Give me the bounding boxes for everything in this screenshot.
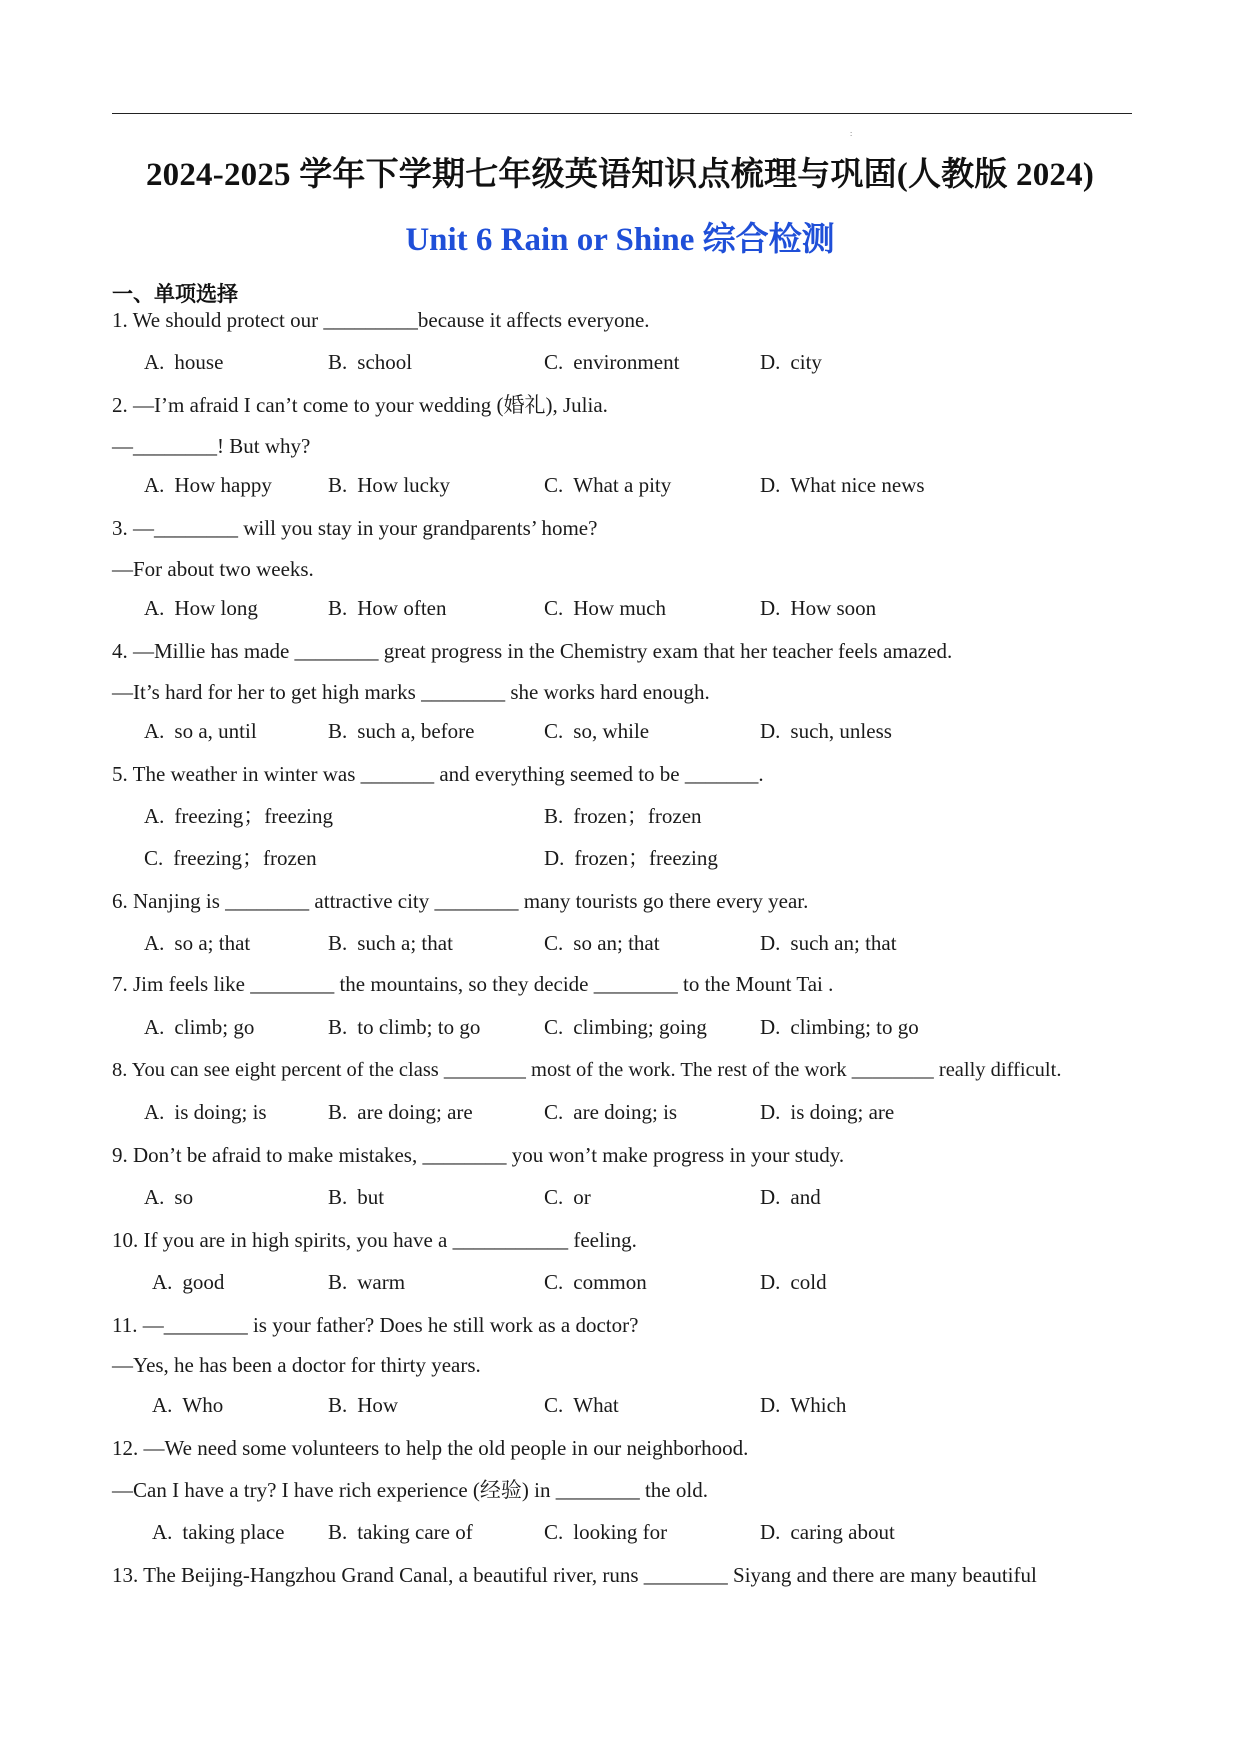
question-7-option-c[interactable]	[544, 1013, 707, 1041]
option-letter: B.	[328, 596, 348, 620]
option-letter: C.	[544, 1520, 564, 1544]
option-text: climbing; to go	[790, 1015, 919, 1039]
option-text: What nice news	[790, 473, 925, 497]
option-text: so a; that	[174, 931, 251, 955]
option-letter: D.	[760, 719, 781, 743]
question-11-option-d[interactable]	[760, 1391, 846, 1419]
option-text: How often	[357, 596, 447, 620]
option-letter: D.	[760, 1185, 781, 1209]
question-6-option-a[interactable]	[144, 929, 250, 957]
option-letter: A.	[144, 1015, 165, 1039]
option-letter: A.	[144, 1100, 165, 1124]
option-letter: D.	[760, 1015, 781, 1039]
option-text: freezing；freezing	[174, 804, 333, 828]
option-text: but	[357, 1185, 385, 1209]
option-text: city	[790, 350, 822, 374]
question-4-option-c[interactable]	[544, 717, 649, 745]
question-10-option-c[interactable]	[544, 1268, 647, 1296]
question-6-stem: 6. Nanjing is ________ attractive city ________ many tourists go there every year.	[112, 889, 809, 913]
header-mark: :	[850, 129, 853, 138]
option-text: caring about	[790, 1520, 895, 1544]
option-letter: C.	[144, 846, 164, 870]
option-text: frozen；freezing	[574, 846, 718, 870]
question-9-option-b[interactable]	[328, 1183, 384, 1211]
option-letter: B.	[328, 931, 348, 955]
question-12-stem: 12. —We need some volunteers to help the old people in our neighborhood.	[112, 1436, 749, 1460]
question-6-option-d[interactable]	[760, 929, 897, 957]
option-letter: D.	[760, 931, 781, 955]
option-text: so, while	[573, 719, 650, 743]
option-letter: D.	[760, 1270, 781, 1294]
question-8-option-d[interactable]	[760, 1098, 894, 1126]
question-2-response: —________! But why?	[112, 434, 311, 458]
question-2-option-a[interactable]	[144, 471, 272, 499]
option-text: house	[174, 350, 224, 374]
question-7-option-b[interactable]	[328, 1013, 480, 1041]
option-letter: B.	[328, 1015, 348, 1039]
option-letter: C.	[544, 1015, 564, 1039]
question-1-stem: 1. We should protect our _________because it affects everyone.	[112, 308, 650, 332]
option-text: common	[573, 1270, 647, 1294]
option-letter: A.	[144, 1185, 165, 1209]
option-letter: D.	[760, 473, 781, 497]
question-5-stem: 5. The weather in winter was _______ and everything seemed to be _______.	[112, 762, 764, 786]
option-letter: A.	[152, 1520, 173, 1544]
option-text: taking care of	[357, 1520, 473, 1544]
question-3-response: —For about two weeks.	[112, 557, 314, 581]
option-letter: C.	[544, 1393, 564, 1417]
option-text: such an; that	[790, 931, 897, 955]
page-title: 2024-2025 学年下学期七年级英语知识点梳理与巩固(人教版 2024)	[145, 157, 1095, 193]
option-letter: B.	[544, 804, 564, 828]
question-12-option-c[interactable]	[544, 1518, 667, 1546]
question-11-option-a[interactable]	[152, 1391, 223, 1419]
question-6-option-b[interactable]	[328, 929, 453, 957]
option-text: Which	[790, 1393, 847, 1417]
option-letter: C.	[544, 1270, 564, 1294]
option-letter: D.	[544, 846, 565, 870]
question-1-option-b[interactable]	[328, 348, 412, 376]
option-letter: C.	[544, 596, 564, 620]
question-2-option-d[interactable]	[760, 471, 925, 499]
option-text: so	[174, 1185, 194, 1209]
option-text: are doing; are	[357, 1100, 473, 1124]
question-2-option-c[interactable]	[544, 471, 671, 499]
question-1-option-a[interactable]	[144, 348, 223, 376]
question-4-option-d[interactable]	[760, 717, 892, 745]
question-11-response: —Yes, he has been a doctor for thirty years.	[112, 1353, 481, 1377]
question-12-option-d[interactable]	[760, 1518, 895, 1546]
option-letter: B.	[328, 719, 348, 743]
option-text: so a, until	[174, 719, 257, 743]
option-text: such a; that	[357, 931, 453, 955]
option-text: or	[573, 1185, 591, 1209]
question-9-option-d[interactable]	[760, 1183, 821, 1211]
question-3-option-b[interactable]	[328, 594, 447, 622]
option-letter: D.	[760, 350, 781, 374]
question-3-stem: 3. —________ will you stay in your grandparents’ home?	[112, 516, 598, 540]
question-1-option-d[interactable]	[760, 348, 822, 376]
question-8-stem: 8. You can see eight percent of the class ________ most of the work. The rest of the work ________ really difficult.	[112, 1059, 1062, 1081]
option-letter: C.	[544, 1100, 564, 1124]
question-8-option-a[interactable]	[144, 1098, 267, 1126]
question-7-option-d[interactable]	[760, 1013, 919, 1041]
question-4-response: —It’s hard for her to get high marks ________ she works hard enough.	[112, 680, 710, 704]
option-letter: A.	[152, 1270, 173, 1294]
option-letter: A.	[144, 719, 165, 743]
option-letter: A.	[144, 804, 165, 828]
question-9-option-c[interactable]	[544, 1183, 591, 1211]
option-letter: A.	[152, 1393, 173, 1417]
option-text: What a pity	[573, 473, 672, 497]
question-4-stem: 4. —Millie has made ________ great progress in the Chemistry exam that her teacher feels amazed.	[112, 639, 953, 663]
option-text: to climb; to go	[357, 1015, 481, 1039]
question-13-stem: 13. The Beijing-Hangzhou Grand Canal, a beautiful river, runs ________ Siyang and there are many beautiful	[112, 1563, 1037, 1587]
option-text: so an; that	[573, 931, 660, 955]
question-3-option-d[interactable]	[760, 594, 876, 622]
option-text: is doing; are	[790, 1100, 895, 1124]
option-letter: B.	[328, 1185, 348, 1209]
question-9-stem: 9. Don’t be afraid to make mistakes, ________ you won’t make progress in your study.	[112, 1143, 845, 1167]
option-letter: B.	[328, 350, 348, 374]
option-text: warm	[357, 1270, 406, 1294]
question-8-option-c[interactable]	[544, 1098, 677, 1126]
option-letter: A.	[144, 931, 165, 955]
question-5-option-a[interactable]	[144, 802, 333, 830]
question-3-option-a[interactable]	[144, 594, 258, 622]
question-7-option-a[interactable]	[144, 1013, 254, 1041]
option-text: are doing; is	[573, 1100, 678, 1124]
option-text: cold	[790, 1270, 827, 1294]
question-10-option-b[interactable]	[328, 1268, 405, 1296]
question-12-option-b[interactable]	[328, 1518, 473, 1546]
option-letter: A.	[144, 350, 165, 374]
question-11-stem: 11. —________ is your father? Does he still work as a doctor?	[112, 1313, 639, 1337]
option-text: and	[790, 1185, 821, 1209]
option-text: What	[573, 1393, 619, 1417]
question-10-stem: 10. If you are in high spirits, you have a ___________ feeling.	[112, 1228, 637, 1252]
option-text: frozen；frozen	[573, 804, 702, 828]
option-letter: C.	[544, 931, 564, 955]
option-letter: D.	[760, 1520, 781, 1544]
question-6-option-c[interactable]	[544, 929, 660, 957]
question-10-option-d[interactable]	[760, 1268, 827, 1296]
option-text: How lucky	[357, 473, 451, 497]
option-letter: D.	[760, 1393, 781, 1417]
option-letter: B.	[328, 1270, 348, 1294]
option-text: taking place	[182, 1520, 285, 1544]
option-text: environment	[573, 350, 680, 374]
option-text: climbing; going	[573, 1015, 707, 1039]
option-text: How much	[573, 596, 667, 620]
unit-subtitle: Unit 6 Rain or Shine 综合检测	[405, 222, 835, 258]
option-text: is doing; is	[174, 1100, 267, 1124]
option-text: climb; go	[174, 1015, 255, 1039]
option-text: freezing；frozen	[173, 846, 317, 870]
option-letter: D.	[760, 1100, 781, 1124]
question-5-option-b[interactable]	[544, 802, 702, 830]
section-heading: 一、单项选择	[112, 281, 238, 306]
question-2-stem: 2. —I’m afraid I can’t come to your wedding (婚礼), Julia.	[112, 393, 608, 417]
option-letter: C.	[544, 350, 564, 374]
option-text: How happy	[174, 473, 272, 497]
question-11-option-b[interactable]	[328, 1391, 398, 1419]
option-text: How	[357, 1393, 399, 1417]
option-text: How soon	[790, 596, 877, 620]
option-letter: B.	[328, 1393, 348, 1417]
question-5-option-c[interactable]	[144, 844, 317, 872]
question-12-response: —Can I have a try? I have rich experience (经验) in ________ the old.	[112, 1478, 708, 1502]
question-4-option-a[interactable]	[144, 717, 257, 745]
question-11-option-c[interactable]	[544, 1391, 619, 1419]
option-letter: C.	[544, 473, 564, 497]
option-text: such, unless	[790, 719, 892, 743]
question-12-option-a[interactable]	[152, 1518, 284, 1546]
option-text: good	[182, 1270, 225, 1294]
header-rule	[112, 113, 1132, 114]
question-1-option-c[interactable]	[544, 348, 679, 376]
question-7-stem: 7. Jim feels like ________ the mountains, so they decide ________ to the Mount Tai .	[112, 972, 834, 996]
option-text: such a, before	[357, 719, 475, 743]
option-letter: C.	[544, 1185, 564, 1209]
question-8-option-b[interactable]	[328, 1098, 473, 1126]
option-text: school	[357, 350, 413, 374]
option-letter: A.	[144, 596, 165, 620]
question-5-option-d[interactable]	[544, 844, 718, 872]
option-letter: B.	[328, 1520, 348, 1544]
option-letter: A.	[144, 473, 165, 497]
option-text: How long	[174, 596, 258, 620]
question-4-option-b[interactable]	[328, 717, 474, 745]
option-letter: D.	[760, 596, 781, 620]
option-text: Who	[182, 1393, 224, 1417]
option-letter: B.	[328, 1100, 348, 1124]
option-text: looking for	[573, 1520, 668, 1544]
option-letter: B.	[328, 473, 348, 497]
question-10-option-a[interactable]	[152, 1268, 224, 1296]
question-3-option-c[interactable]	[544, 594, 666, 622]
option-letter: C.	[544, 719, 564, 743]
question-9-option-a[interactable]	[144, 1183, 193, 1211]
question-2-option-b[interactable]	[328, 471, 450, 499]
